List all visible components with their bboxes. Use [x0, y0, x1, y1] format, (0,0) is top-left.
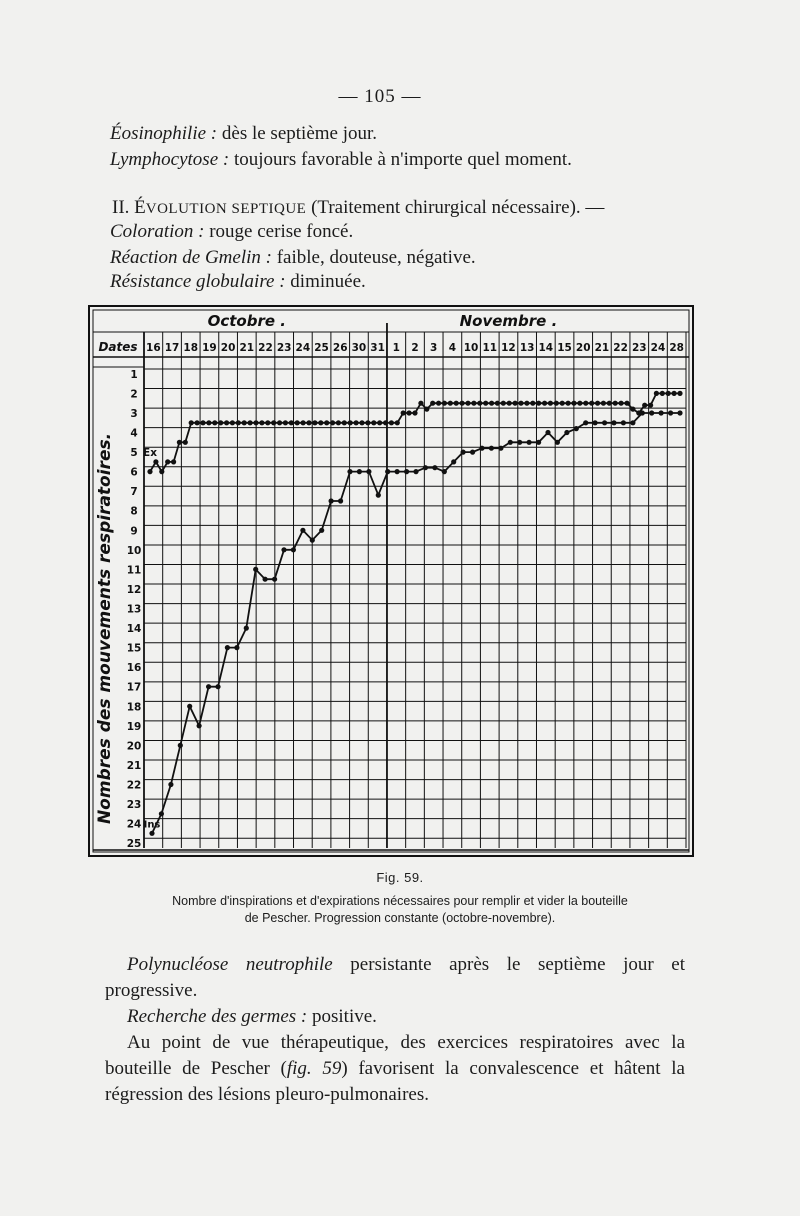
germes-label: Recherche des germes :	[127, 1006, 308, 1027]
figure-caption	[100, 893, 700, 927]
series-point-ex	[212, 420, 217, 425]
series-point-ins	[206, 684, 211, 689]
series-point-ins	[640, 410, 645, 415]
series-point-ex	[471, 401, 476, 406]
series-point-ex	[242, 420, 247, 425]
series-point-ins	[593, 420, 598, 425]
y-axis-label: Nombres des mouvements respiratoires.	[95, 432, 115, 825]
figure-label: Fig. 59.	[376, 870, 424, 885]
series-point-ex	[465, 401, 470, 406]
eosinophilie-label: Éosinophilie :	[110, 123, 218, 144]
series-point-ins	[187, 704, 192, 709]
section-number: II.	[112, 197, 135, 218]
month-label-novembre: Novembre .	[459, 312, 558, 330]
paragraph-germes	[105, 1004, 685, 1030]
series-point-ex	[277, 420, 282, 425]
series-point-ex	[654, 391, 659, 396]
series-point-ins	[281, 547, 286, 552]
series-point-ex	[295, 420, 300, 425]
series-point-ins	[677, 410, 682, 415]
series-point-ins	[574, 426, 579, 431]
y-tick-16: 16	[126, 662, 142, 675]
section-title-rest: VOLUTION SEPTIQUE	[145, 201, 307, 217]
series-point-ex	[518, 401, 523, 406]
series-point-ins	[244, 626, 249, 631]
series-point-ex	[359, 420, 364, 425]
annotation-ex: Ex	[143, 447, 157, 460]
y-tick-15: 15	[126, 642, 142, 655]
series-point-ins	[555, 440, 560, 445]
respiration-chart	[88, 305, 694, 857]
series-point-ex	[577, 401, 582, 406]
series-point-ins	[668, 410, 673, 415]
date-label-22: 22	[258, 342, 273, 354]
date-label-23: 23	[631, 342, 647, 354]
section-tail: (Traitement chirurgical nécessaire). —	[306, 197, 605, 218]
series-point-ex	[159, 469, 164, 474]
section-title-initial: É	[134, 197, 146, 218]
month-label-octobre: Octobre .	[207, 312, 286, 330]
series-point-ex	[501, 401, 506, 406]
series-point-ins	[225, 645, 230, 650]
series-point-ex	[395, 420, 400, 425]
coloration-label: Coloration :	[110, 221, 205, 242]
series-point-ins	[338, 498, 343, 503]
series-point-ex	[330, 420, 335, 425]
series-point-ex	[377, 420, 382, 425]
series-point-ex	[206, 420, 211, 425]
date-label-17: 17	[164, 342, 180, 354]
line-coloration	[110, 220, 690, 244]
y-tick-18: 18	[126, 701, 142, 714]
series-point-ex	[583, 401, 588, 406]
y-tick-4: 4	[130, 427, 138, 440]
series-point-ex	[165, 459, 170, 464]
series-point-ins	[385, 469, 390, 474]
figure-reference: fig. 59	[286, 1058, 342, 1079]
series-point-ins	[583, 420, 588, 425]
series-point-ex	[436, 401, 441, 406]
date-label-3: 3	[430, 342, 438, 354]
series-point-ex	[524, 401, 529, 406]
date-label-11: 11	[482, 342, 498, 354]
line-lymphocytose	[110, 148, 690, 172]
series-point-ins	[649, 410, 654, 415]
germes-text: positive.	[307, 1006, 377, 1027]
series-point-ins	[253, 567, 258, 572]
series-point-ex	[624, 401, 629, 406]
polynucleose-text: persistante après le septième jour et progressive.	[105, 954, 685, 1001]
series-point-ex	[613, 401, 618, 406]
date-label-20: 20	[220, 342, 236, 354]
series-point-ins	[630, 420, 635, 425]
series-point-ins	[517, 440, 522, 445]
paragraph-therapeutique	[105, 1030, 685, 1108]
annotation-ins: Ins	[143, 819, 161, 831]
series-point-ex	[371, 420, 376, 425]
series-point-ex	[153, 459, 158, 464]
date-label-31: 31	[370, 342, 385, 354]
series-point-ins	[197, 723, 202, 728]
y-tick-2: 2	[130, 388, 138, 401]
date-label-1: 1	[392, 342, 400, 354]
series-point-ex	[660, 391, 665, 396]
series-point-ins	[432, 465, 437, 470]
series-point-ins	[234, 645, 239, 650]
series-point-ex	[424, 407, 429, 412]
series-point-ex	[289, 420, 294, 425]
series-point-ex	[601, 401, 606, 406]
series-point-ins	[178, 743, 183, 748]
resistance-label: Résistance globulaire :	[110, 271, 286, 292]
series-point-ex	[412, 410, 417, 415]
series-point-ins	[461, 450, 466, 455]
date-header: Dates	[98, 340, 138, 354]
series-point-ins	[621, 420, 626, 425]
y-tick-7: 7	[130, 486, 138, 499]
series-point-ex	[283, 420, 288, 425]
series-point-ex	[365, 420, 370, 425]
y-tick-24: 24	[126, 818, 142, 831]
y-tick-21: 21	[126, 759, 142, 772]
y-tick-5: 5	[130, 447, 138, 460]
series-point-ex	[542, 401, 547, 406]
date-label-23: 23	[276, 342, 292, 354]
y-tick-6: 6	[130, 466, 138, 479]
series-point-ins	[395, 469, 400, 474]
lymphocytose-text: toujours favorable à n'importe quel moment.	[229, 149, 572, 170]
y-tick-8: 8	[130, 505, 138, 518]
date-label-2: 2	[411, 342, 419, 354]
series-point-ins	[451, 459, 456, 464]
y-tick-3: 3	[130, 407, 138, 420]
resistance-text: diminuée.	[285, 271, 366, 292]
series-point-ex	[324, 420, 329, 425]
series-point-ins	[329, 498, 334, 503]
series-point-ex	[513, 401, 518, 406]
date-label-24: 24	[295, 342, 311, 354]
series-point-ex	[318, 420, 323, 425]
series-point-ex	[389, 420, 394, 425]
series-point-ex	[489, 401, 494, 406]
series-point-ins	[272, 577, 277, 582]
series-point-ex	[642, 403, 647, 408]
series-point-ins	[508, 440, 513, 445]
series-point-ex	[301, 420, 306, 425]
series-point-ex	[259, 420, 264, 425]
series-point-ex	[677, 391, 682, 396]
series-point-ins	[423, 465, 428, 470]
series-point-ex	[607, 401, 612, 406]
series-point-ex	[448, 401, 453, 406]
series-point-ins	[498, 446, 503, 451]
series-point-ins	[527, 440, 532, 445]
line-gmelin	[110, 246, 690, 270]
y-tick-17: 17	[126, 681, 142, 694]
series-point-ex	[666, 391, 671, 396]
date-label-21: 21	[594, 342, 610, 354]
series-point-ex	[147, 469, 152, 474]
series-point-ins	[357, 469, 362, 474]
series-point-ex	[183, 440, 188, 445]
series-point-ins	[442, 469, 447, 474]
series-point-ex	[648, 403, 653, 408]
y-tick-19: 19	[126, 720, 142, 733]
series-point-ins	[319, 528, 324, 533]
series-point-ex	[195, 420, 200, 425]
series-point-ex	[672, 391, 677, 396]
date-label-28: 28	[669, 342, 684, 354]
date-label-4: 4	[448, 342, 457, 354]
date-label-19: 19	[202, 342, 217, 354]
y-tick-23: 23	[126, 799, 142, 812]
y-tick-20: 20	[126, 740, 142, 753]
date-label-22: 22	[613, 342, 628, 354]
series-point-ex	[306, 420, 311, 425]
gmelin-text: faible, douteuse, négative.	[271, 247, 476, 268]
series-point-ins	[479, 446, 484, 451]
series-point-ins	[366, 469, 371, 474]
series-point-ex	[483, 401, 488, 406]
date-label-20: 20	[575, 342, 591, 354]
gmelin-label: Réaction de Gmelin :	[110, 247, 272, 268]
series-point-ex	[253, 420, 258, 425]
therapeutique-text-b: ) favorisent la convalescence et hâtent la régression des lésions pleuro-pulmonaires.	[105, 1058, 685, 1105]
series-point-ex	[619, 401, 624, 406]
series-point-ex	[589, 401, 594, 406]
series-line-ex	[150, 393, 680, 471]
polynucleose-label: Polynucléose neutrophile	[127, 954, 333, 975]
series-point-ins	[310, 538, 315, 543]
series-point-ins	[168, 782, 173, 787]
series-point-ins	[376, 493, 381, 498]
series-point-ex	[630, 407, 635, 412]
series-point-ins	[564, 430, 569, 435]
series-point-ex	[200, 420, 205, 425]
date-label-26: 26	[332, 342, 348, 354]
series-point-ins	[159, 811, 164, 816]
series-point-ex	[230, 420, 235, 425]
y-tick-11: 11	[126, 564, 142, 577]
date-label-12: 12	[501, 342, 516, 354]
series-point-ins	[489, 446, 494, 451]
y-tick-10: 10	[126, 544, 142, 557]
series-point-ex	[171, 459, 176, 464]
figure-caption-line-1: Nombre d'inspirations et d'expirations nécessaires pour remplir et vider la bouteille	[172, 894, 628, 908]
figure-caption-line-2: de Pescher. Progression constante (octobre-novembre).	[244, 911, 556, 925]
date-label-15: 15	[557, 342, 572, 354]
date-label-21: 21	[239, 342, 255, 354]
series-point-ex	[218, 420, 223, 425]
series-point-ex	[430, 401, 435, 406]
chart-frame-inner	[93, 310, 689, 852]
series-point-ex	[460, 401, 465, 406]
series-point-ex	[560, 401, 565, 406]
series-point-ex	[454, 401, 459, 406]
series-point-ex	[407, 410, 412, 415]
series-point-ex	[383, 420, 388, 425]
series-point-ex	[248, 420, 253, 425]
series-point-ins	[347, 469, 352, 474]
series-point-ins	[215, 684, 220, 689]
series-point-ex	[312, 420, 317, 425]
series-point-ins	[149, 831, 154, 836]
series-point-ex	[536, 401, 541, 406]
date-label-18: 18	[183, 342, 199, 354]
series-point-ins	[602, 420, 607, 425]
page-number: — 105 —	[338, 86, 422, 107]
series-point-ex	[189, 420, 194, 425]
series-point-ins	[413, 469, 418, 474]
series-point-ex	[477, 401, 482, 406]
series-point-ex	[442, 401, 447, 406]
series-point-ins	[263, 577, 268, 582]
date-label-16: 16	[146, 342, 161, 354]
therapeutique-text-a: Au point de vue thérapeutique, des exercices respiratoires avec la bouteille de Pescher (	[105, 1032, 685, 1079]
y-tick-13: 13	[126, 603, 142, 616]
series-point-ex	[265, 420, 270, 425]
series-point-ex	[507, 401, 512, 406]
series-point-ex	[530, 401, 535, 406]
series-point-ex	[554, 401, 559, 406]
y-tick-1: 1	[130, 368, 138, 381]
coloration-text: rouge cerise foncé.	[204, 221, 354, 242]
date-label-30: 30	[351, 342, 367, 354]
series-point-ins	[545, 430, 550, 435]
series-point-ex	[348, 420, 353, 425]
series-point-ex	[595, 401, 600, 406]
line-resistance	[110, 270, 690, 294]
series-point-ex	[271, 420, 276, 425]
series-point-ins	[611, 420, 616, 425]
series-point-ex	[342, 420, 347, 425]
series-point-ins	[470, 450, 475, 455]
date-label-25: 25	[314, 342, 329, 354]
series-point-ex	[418, 401, 423, 406]
section-heading	[112, 196, 692, 221]
series-point-ins	[536, 440, 541, 445]
y-tick-22: 22	[126, 779, 142, 792]
series-point-ex	[571, 401, 576, 406]
lymphocytose-label: Lymphocytose :	[110, 149, 230, 170]
series-point-ex	[495, 401, 500, 406]
series-point-ins	[291, 547, 296, 552]
eosinophilie-text: dès le septième jour.	[217, 123, 378, 144]
series-point-ex	[354, 420, 359, 425]
date-label-10: 10	[463, 342, 479, 354]
series-point-ex	[236, 420, 241, 425]
series-point-ex	[336, 420, 341, 425]
series-point-ex	[566, 401, 571, 406]
series-point-ex	[177, 440, 182, 445]
series-point-ins	[659, 410, 664, 415]
date-label-14: 14	[538, 342, 554, 354]
y-tick-12: 12	[126, 583, 142, 596]
date-label-24: 24	[650, 342, 666, 354]
series-point-ins	[300, 528, 305, 533]
y-tick-9: 9	[130, 525, 138, 538]
y-tick-25: 25	[126, 838, 142, 851]
paragraph-polynucleose	[105, 952, 685, 1004]
series-point-ins	[404, 469, 409, 474]
series-point-ex	[401, 410, 406, 415]
y-tick-14: 14	[126, 623, 142, 636]
series-point-ex	[224, 420, 229, 425]
line-eosinophilie	[110, 122, 690, 146]
series-point-ex	[548, 401, 553, 406]
date-label-13: 13	[519, 342, 535, 354]
